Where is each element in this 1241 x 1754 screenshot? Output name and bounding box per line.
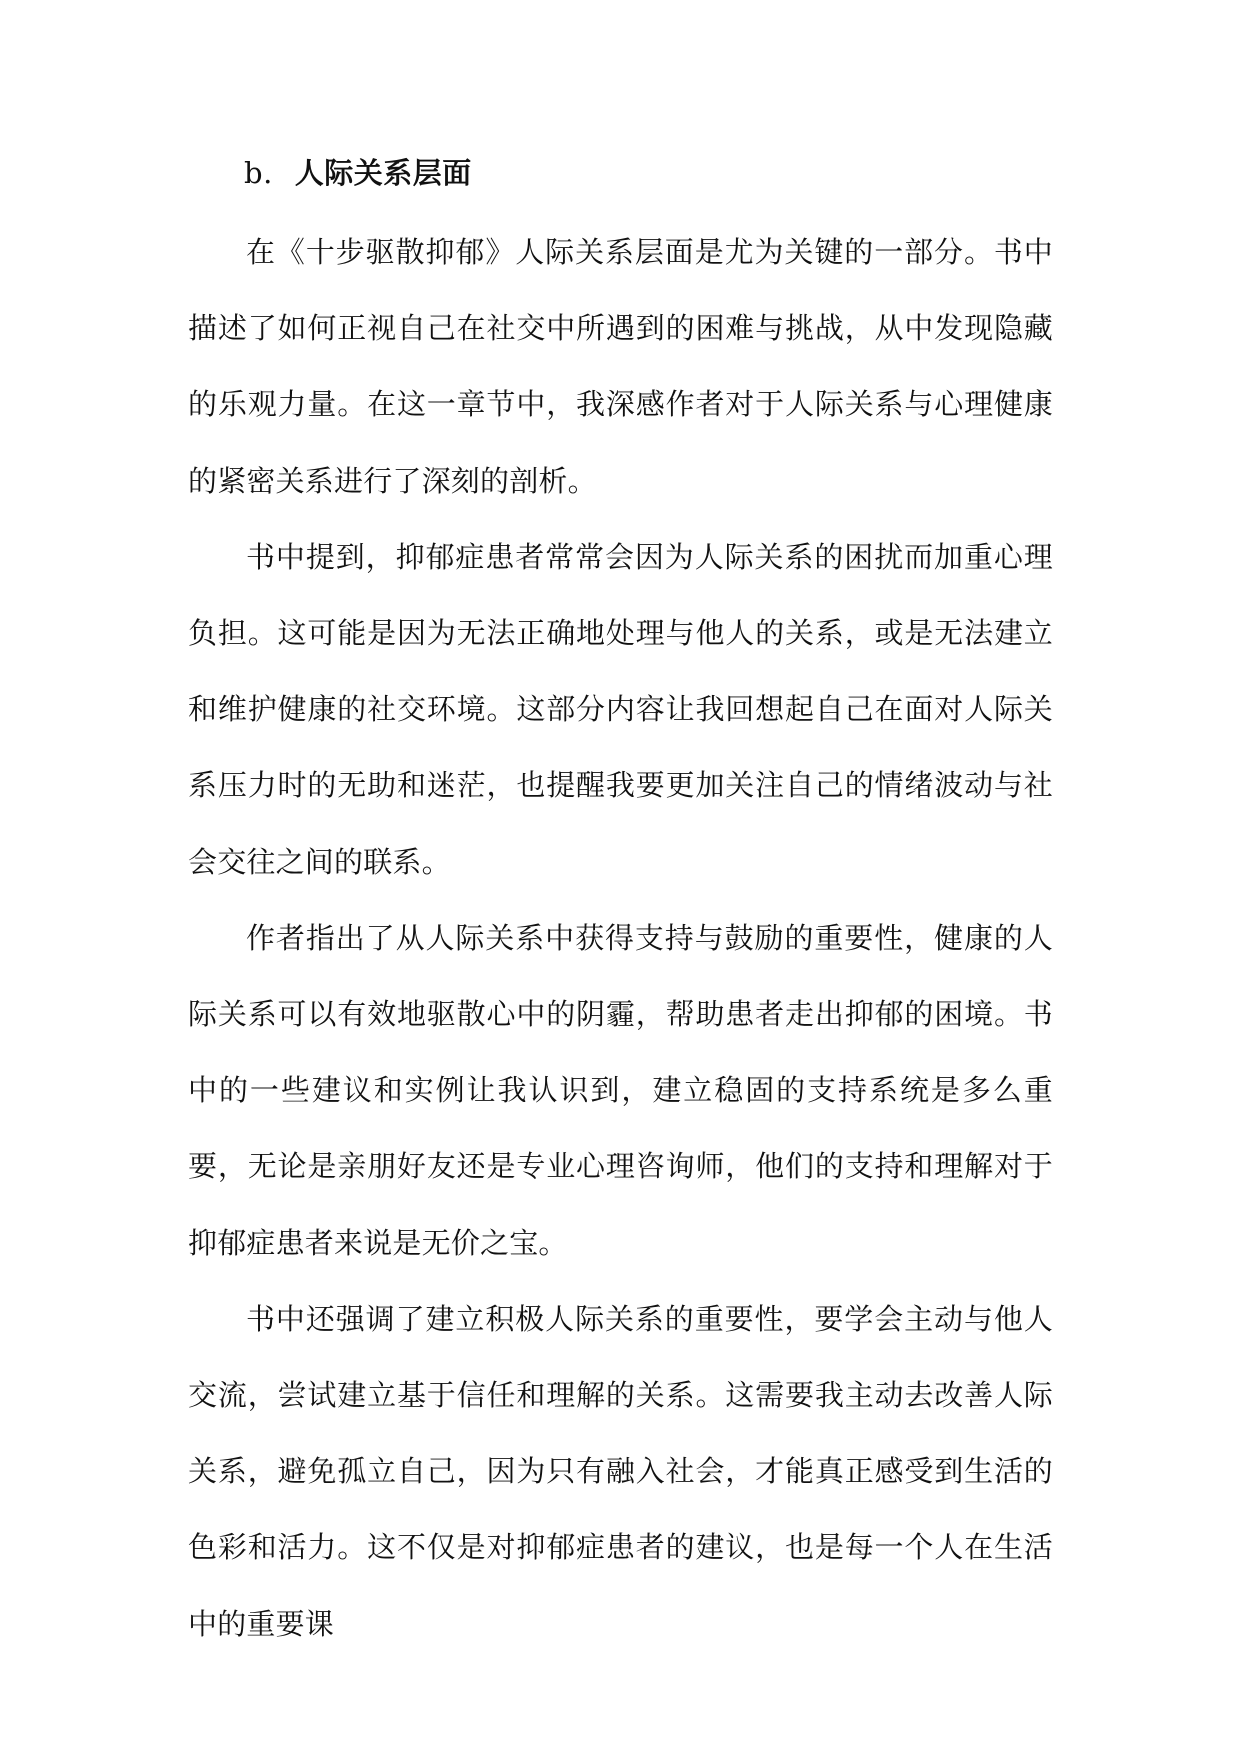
paragraph: 在《十步驱散抑郁》人际关系层面是尤为关键的一部分。书中描述了如何正视自己在社交中所遇到的困难与挑战，从中发现隐藏的乐观力量。在这一章节中，我深感作者对于人际关系与心理健康的紧密关系进行了深刻的剖析。 xyxy=(188,235,1053,498)
paragraph: 书中提到，抑郁症患者常常会因为人际关系的困扰而加重心理负担。这可能是因为无法正确地处理与他人的关系，或是无法建立和维护健康的社交环境。这部分内容让我回想起自己在面对人际关系压力时的无助和迷茫，也提醒我要更加关注自己的情绪波动与社会交往之间的联系。 xyxy=(188,539,1053,879)
section-title: 人际关系层面 xyxy=(294,156,472,190)
paragraph: 书中还强调了建立积极人际关系的重要性，要学会主动与他人交流，尝试建立基于信任和理解的关系。这需要我主动去改善人际关系，避免孤立自己，因为只有融入社会，才能真正感受到生活的色彩和活力。这不仅是对抑郁症患者的建议，也是每一个人在生活中的重要课 xyxy=(188,1301,1053,1641)
section-heading xyxy=(244,138,1053,214)
page-body xyxy=(188,138,1053,1662)
paragraph: 作者指出了从人际关系中获得支持与鼓励的重要性，健康的人际关系可以有效地驱散心中的阴霾，帮助患者走出抑郁的困境。书中的一些建议和实例让我认识到，建立稳固的支持系统是多么重要，无论是亲朋好友还是专业心理咨询师，他们的支持和理解对于抑郁症患者来说是无价之宝。 xyxy=(188,920,1053,1260)
section-number: b. xyxy=(244,156,273,190)
